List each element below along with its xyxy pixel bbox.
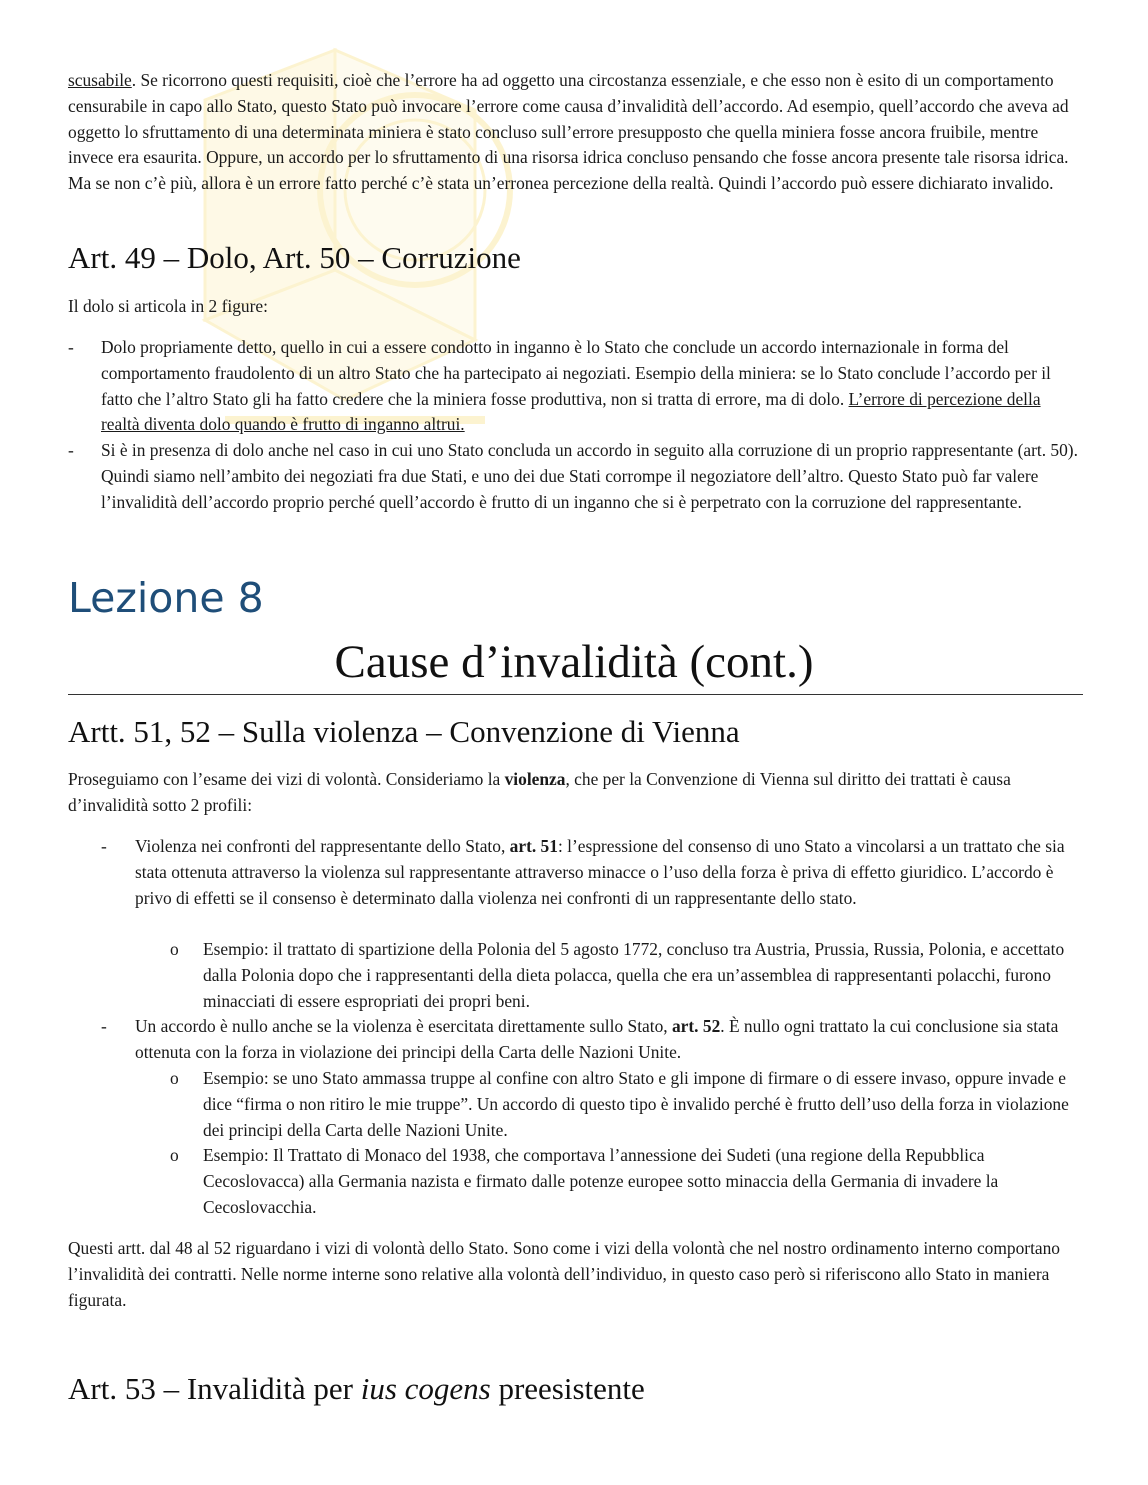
- intro-first-word: scusabile: [68, 70, 132, 90]
- dolo-item-1: [101, 335, 1081, 438]
- bullet-marker: -: [68, 440, 74, 460]
- sub-bullet-marker: o: [170, 1145, 179, 1165]
- violenza-closing: Questi artt. dal 48 al 52 riguardano i vizi di volontà dello Stato. Sono come i vizi della volontà che nel nostro ordinamento interno comportano l’invalidità dei contratti. Nelle norme interne sono relative alla volontà dell’individuo, in questo caso però si riferiscono allo Stato in maniera figurata.: [68, 1238, 1061, 1310]
- dolo-item-1-underlined: L’errore di percezione della realtà diventa dolo quando è frutto di inganno altrui.: [101, 388, 1041, 435]
- violenza-item-2-before: Un accordo è nullo anche se la violenza è esercitata direttamente sullo Stato,: [135, 1016, 672, 1036]
- lesson-label: Lezione 8: [68, 574, 264, 622]
- chapter-title: Cause d’invalidità (cont.): [334, 636, 814, 688]
- violenza-lead-before: Proseguiamo con l’esame dei vizi di volontà. Consideriamo la: [68, 769, 505, 789]
- dolo-item-1-text: Dolo propriamente detto, quello in cui a essere condotto in inganno è lo Stato che conclude un accordo internazionale in forma del comportamento fraudolento di un altro Stato che ha partecipato ai negoziati. Esempio della miniera: se lo Stato conclude l’accordo per il fatto che l’altro Stato gli ha fatto credere che la miniera fosse produttiva, non si tratta di errore, ma di dolo.: [101, 337, 1051, 409]
- intro-paragraph: [68, 68, 1083, 197]
- violenza-item-1-after: : l’espressione del consenso di uno Stato a vincolarsi a un trattato che sia stata ottenuta attraverso la violenza sul rappresentante attraverso minacce o l’uso della forza è priva di effetto giuridico. L’accordo è privo di effetti se il consenso è determinato dalla violenza nei confronti di un rappresentante dello stato.: [135, 836, 1065, 908]
- sub-bullet-marker: o: [170, 939, 179, 959]
- bullet-marker: -: [68, 337, 74, 357]
- violenza-lead-bold: violenza: [504, 769, 566, 789]
- violenza-item-1-sub-1: Esempio: il trattato di spartizione della Polonia del 5 agosto 1772, concluso tra Austria, Prussia, Russia, Polonia, e accettato dalla Polonia dopo che i rappresentanti della dieta polacca, quella che era un’assemblea di rappresentanti polacchi, furono minacciati di essere espropriati dei propri beni.: [203, 939, 1065, 1011]
- dolo-item-2: Si è in presenza di dolo anche nel caso in cui uno Stato concluda un accordo in seguito alla corruzione di un proprio rappresentante (art. 50). Quindi siamo nell’ambito dei negoziati fra due Stati, e uno dei due Stati corrompe il negoziatore dell’altro. Questo Stato può far valere l’invalidità dell’accordo proprio perché quell’accordo è frutto di un inganno che si è perpetrato con la corruzione del rappresentante.: [101, 440, 1078, 512]
- dolo-lead: Il dolo si articola in 2 figure:: [68, 296, 268, 316]
- violenza-item-1: [135, 834, 1070, 911]
- ius-heading-after: preesistente: [490, 1371, 645, 1406]
- violenza-item-2-bold: art. 52: [671, 1016, 721, 1036]
- violenza-item-2-sub-1: Esempio: se uno Stato ammassa truppe al confine con altro Stato e gli impone di firmare o di essere invaso, oppure invade e dice “firma o non ritiro le mie truppe”. Un accordo di questo tipo è invalido perché è frutto dell’uso della forza in violazione dei principi della Carta delle Nazioni Unite.: [203, 1068, 1069, 1140]
- ius-heading-before: Art. 53 – Invalidità per: [68, 1371, 361, 1406]
- sub-bullet-marker: o: [170, 1068, 179, 1088]
- bullet-marker: -: [101, 1016, 107, 1036]
- ius-heading-italic: ius cogens: [360, 1371, 491, 1406]
- violenza-item-2: [135, 1014, 1070, 1066]
- violenza-lead: [68, 767, 1083, 819]
- violenza-item-1-bold: art. 51: [509, 836, 558, 856]
- heading-violenza: Artt. 51, 52 – Sulla violenza – Convenzione di Vienna: [68, 714, 740, 749]
- heading-dolo: Art. 49 – Dolo, Art. 50 – Corruzione: [68, 240, 521, 275]
- intro-text: . Se ricorrono questi requisiti, cioè che l’errore ha ad oggetto una circostanza essenziale, e che esso non è esito di un comportamento censurabile in capo allo Stato, questo Stato può invocare l’errore come causa d’invalidità dell’accordo. Ad esempio, quell’accordo che aveva ad oggetto lo sfruttamento di una determinata miniera è stato concluso sull’errore presupposto che quella miniera fosse ancora fruibile, mentre invece era esaurita. Oppure, un accordo per lo sfruttamento di una risorsa idrica concluso pensando che fosse ancora presente tale risorsa idrica. Ma se non c’è più, allora è un errore fatto perché c’è stata un’erronea percezione della realtà. Quindi l’accordo può essere dichiarato invalido.: [68, 70, 1069, 194]
- violenza-item-2-after: . È nullo ogni trattato la cui conclusione sia stata ottenuta con la forza in violazione dei principi della Carta delle Nazioni Unite.: [135, 1016, 1059, 1062]
- heading-ius-cogens: [68, 1370, 645, 1408]
- violenza-item-1-before: Violenza nei confronti del rappresentante dello Stato,: [135, 836, 510, 856]
- title-divider: [68, 694, 1083, 695]
- bullet-marker: -: [101, 836, 107, 856]
- violenza-item-2-sub-2: Esempio: Il Trattato di Monaco del 1938, che comportava l’annessione dei Sudeti (una regione della Repubblica Cecoslovacca) alla Germania nazista e firmato dalle potenze europee sotto minaccia della Germania di invadere la Cecoslovacchia.: [203, 1145, 999, 1217]
- violenza-lead-after: , che per la Convenzione di Vienna sul diritto dei trattati è causa d’invalidità sotto 2 profili:: [68, 769, 1011, 815]
